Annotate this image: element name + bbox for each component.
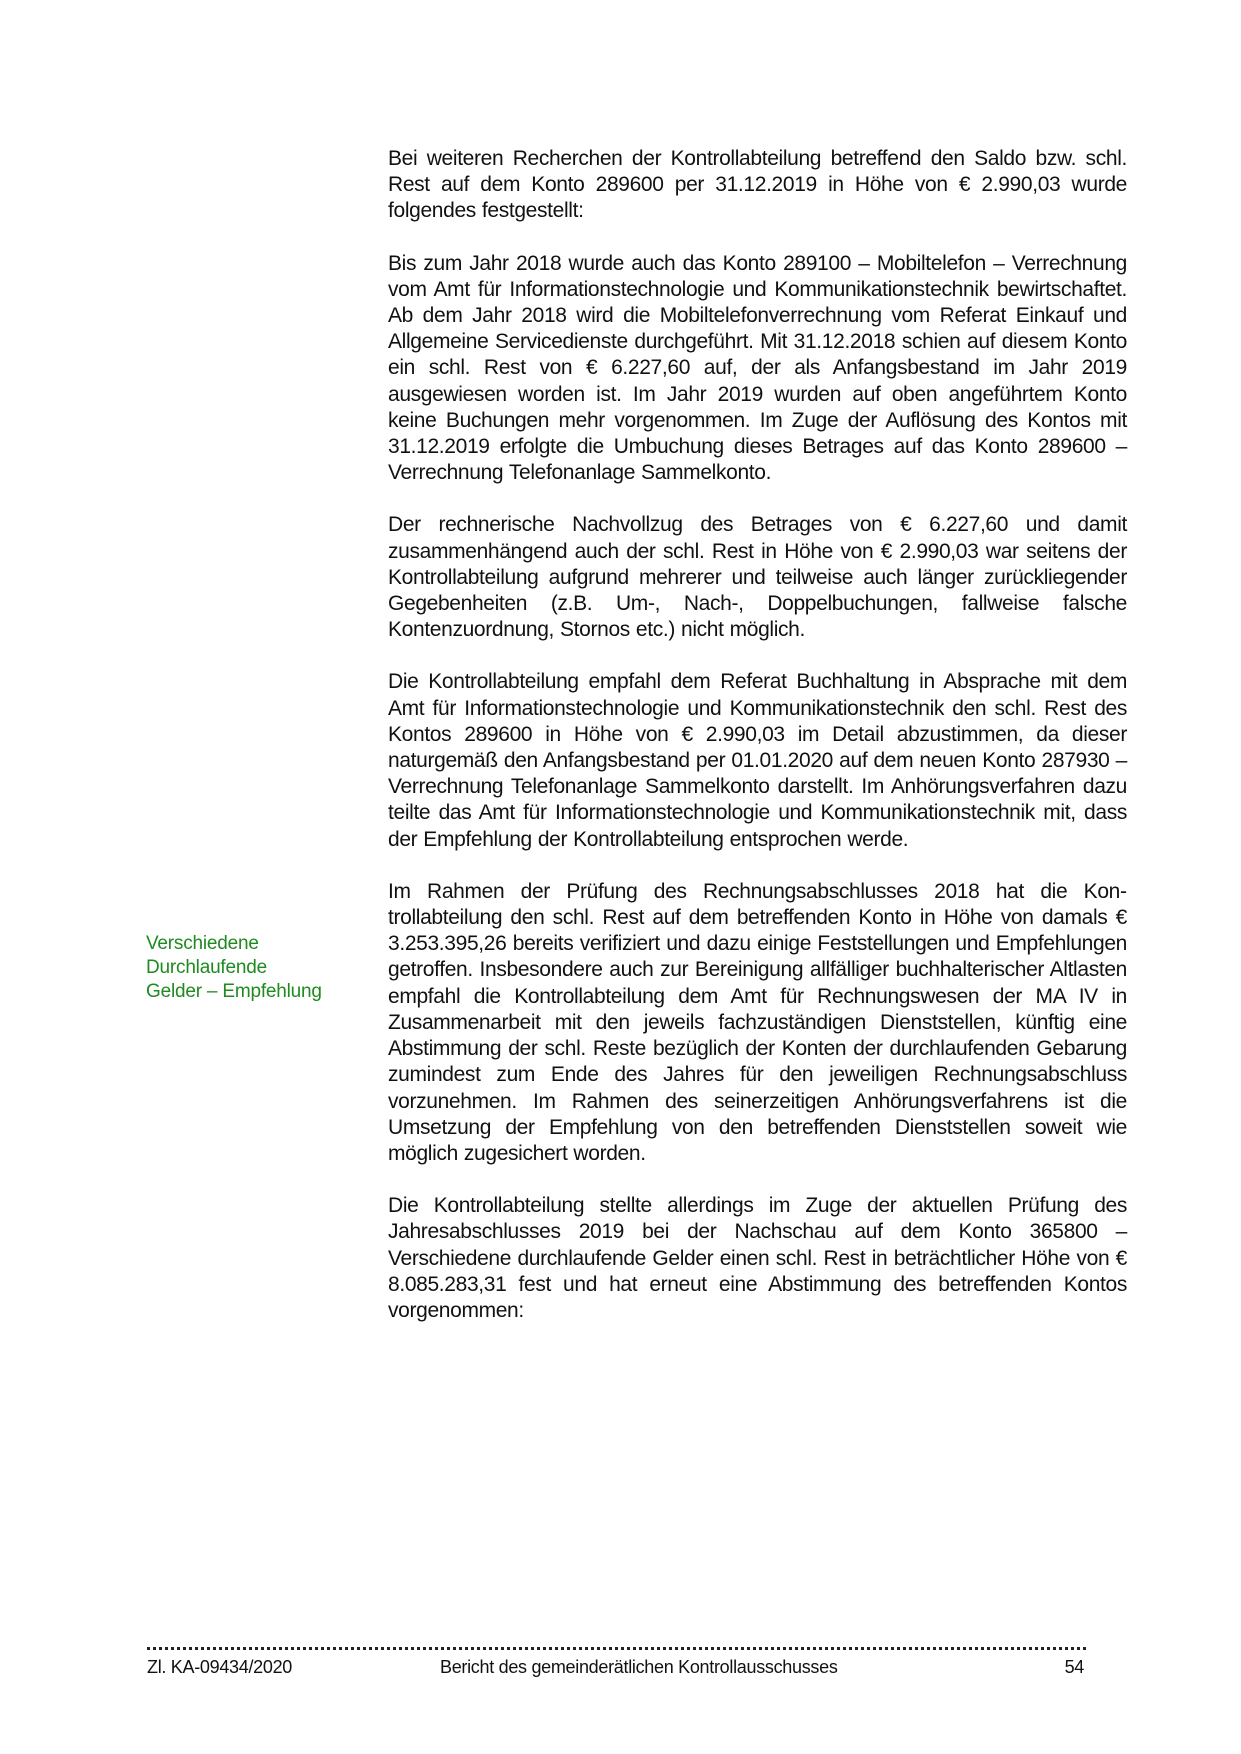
paragraph-pruefung-2018: Im Rahmen der Prüfung des Rechnungsabschlusses 2018 hat die Kontrollabteilung den schl. Rest auf dem betreffenden Konto in Höhe von damals € 3.253.395,26 bereits verifiziert und dazu einige Feststellungen und Empfehlungen getroffen. Insbesondere auch zur Bereinigung allfälliger buchhalterischer Altlasten empfahl die Kontrollabteilung dem Amt für Rechnungswesen der MA IV in Zusammenarbeit mit den jeweils fachzuständigen Dienststellen, künftig eine Abstimmung der schl. Reste bezüglich der Konten der durchlaufenden Gebarung zumindest zum Ende des Jahres für den jeweiligen Rechnungsabschluss vorzunehmen. Im Rahmen des seinerzeitigen Anhörungsverfahrens ist die Umsetzung der Empfehlung von den betreffenden Dienststellen soweit wie möglich zugesichert worden. [388,879,1127,1165]
paragraph-konto-289100: Bis zum Jahr 2018 wurde auch das Konto 289100 – Mobiltelefon – Verrechnung vom Amt für Informationstechnologie und Kommunikationstechnik bewirtschaftet. Ab dem Jahr 2018 wird die Mobiltelefonverrechnung vom Referat Einkauf und Allgemeine Servicedienste durchgeführt. Mit 31.12.2018 schien auf diesem Konto ein schl. Rest von € 6.227,60 auf, der als Anfangsbestand im Jahr 2019 ausgewiesen worden ist. Im Jahr 2019 wurden auf oben angeführtem Konto keine Buchungen mehr vorgenommen. Im Zuge der Auflösung des Kontos mit 31.12.2019 erfolgte die Umbuchung dieses Betrages auf das Konto 289600 – Verrechnung Telefonanlage Sammelkonto. [388,251,1127,485]
body-text-column [388,146,1127,1350]
paragraph-saldo-recherche: Bei weiteren Recherchen der Kontrollabteilung betreffend den Saldo bzw. schl. Rest auf dem Konto 289600 per 31.12.2019 in Höhe von € 2.990,03 wurde folgendes festgestellt: [388,147,1127,223]
paragraph-konto-365800: Die Kontrollabteilung stellte allerdings im Zuge der aktuellen Prüfung des Jahresabschlusses 2019 bei der Nachschau auf dem Konto 365800 – Verschiedene durchlaufende Gelder einen schl. Rest in beträchtlicher Höhe von € 8.085.283,31 fest und hat erneut eine Abstimmung des betreffenden Kontos vorgenommen: [388,1194,1127,1322]
footer-reference-number: Zl. KA-09434/2020 [147,1657,292,1677]
paragraph-nachvollzug: Der rechnerische Nachvollzug des Betrages von € 6.227,60 und damit zusammenhängend auch der schl. Rest in Höhe von € 2.990,03 war seitens der Kontrollabteilung aufgrund mehrerer und teilweise auch länger zurückliegender Gegebenheiten (z.B. Um-, Nach-, Doppelbuchungen, fallweise falsche Kontenzuordnung, Stornos etc.) nicht möglich. [388,513,1127,642]
footer-dotted-rule [147,1647,1086,1650]
margin-note-line: Gelder – Empfehlung [146,981,322,1002]
page-footer [147,1655,1086,1679]
margin-note-line: Verschiedene [146,933,259,954]
margin-note-line: Durchlaufende [146,957,267,978]
footer-report-title: Bericht des gemeinderätlichen Kontrollausschusses [440,1657,838,1677]
margin-note-verschiedene-durchlaufende-gelder [146,932,386,1004]
footer-page-number: 54 [1064,1657,1084,1677]
paragraph-empfehlung-buchhaltung: Die Kontrollabteilung empfahl dem Referat Buchhaltung in Absprache mit dem Amt für Informationstechnologie und Kommunikationstechnik den schl. Rest des Kontos 289600 in Höhe von € 2.990,03 im Detail abzustimmen, da dieser naturgemäß den Anfangsbestand per 01.01.2020 auf dem neuen Konto 287930 – Verrechnung Telefonanlage Sammelkonto darstellt. Im Anhörungsverfahren dazu teilte das Amt für Informationstechnologie und Kommunikationstechnik mit, dass der Empfehlung der Kontrollabteilung entsprochen werde. [388,670,1127,851]
